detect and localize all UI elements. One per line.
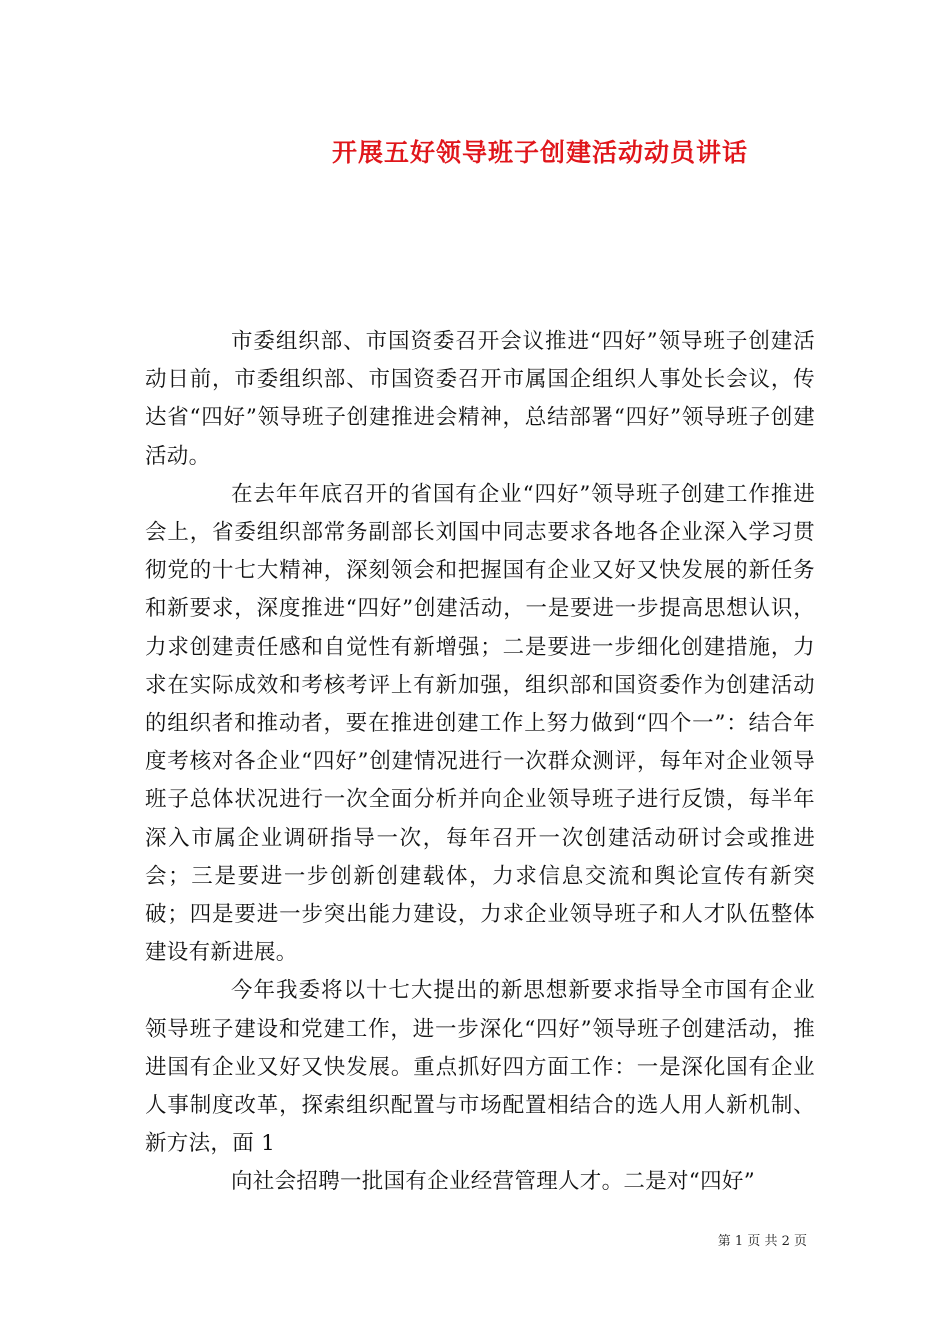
- document-body: [145, 323, 815, 1202]
- paragraph: 市委组织部、市国资委召开会议推进“四好”领导班子创建活动日前，市委组织部、市国资委召开市属国企组织人事处长会议，传达省“四好”领导班子创建推进会精神，总结部署“四好”领导班子创建活动。: [145, 329, 815, 469]
- document-title: 开展五好领导班子创建活动动员讲话: [331, 138, 748, 167]
- paragraph: 向社会招聘一批国有企业经营管理人才。二是对“四好”: [231, 1169, 755, 1195]
- page-number: 第 1 页 共 2 页: [717, 1234, 807, 1249]
- paragraph: 在去年年底召开的省国有企业“四好”领导班子创建工作推进会上，省委组织部常务副部长刘国中同志要求各地各企业深入学习贯彻党的十七大精神，深刻领会和把握国有企业又好又快发展的新任务和新要求，深度推进“四好”创建活动，一是要进一步提高思想认识，力求创建责任感和自觉性有新增强；二是要进一步细化创建措施，力求在实际成效和考核考评上有新加强，组织部和国资委作为创建活动的组织者和推动者，要在推进创建工作上努力做到“四个一”：结合年度考核对各企业“四好”创建情况进行一次群众测评，每年对企业领导班子总体状况进行一次全面分析并向企业领导班子进行反馈，每半年深入市属企业调研指导一次，每年召开一次创建活动研讨会或推进会；三是要进一步创新创建载体，力求信息交流和舆论宣传有新突破；四是要进一步突出能力建设，力求企业领导班子和人才队伍整体建设有新进展。: [145, 481, 815, 966]
- paragraph: 今年我委将以十七大提出的新思想新要求指导全市国有企业领导班子建设和党建工作，进一步深化“四好”领导班子创建活动，推进国有企业又好又快发展。重点抓好四方面工作：一是深化国有企业人事制度改革，探索组织配置与市场配置相结合的选人用人新机制、新方法，面 1: [145, 978, 815, 1157]
